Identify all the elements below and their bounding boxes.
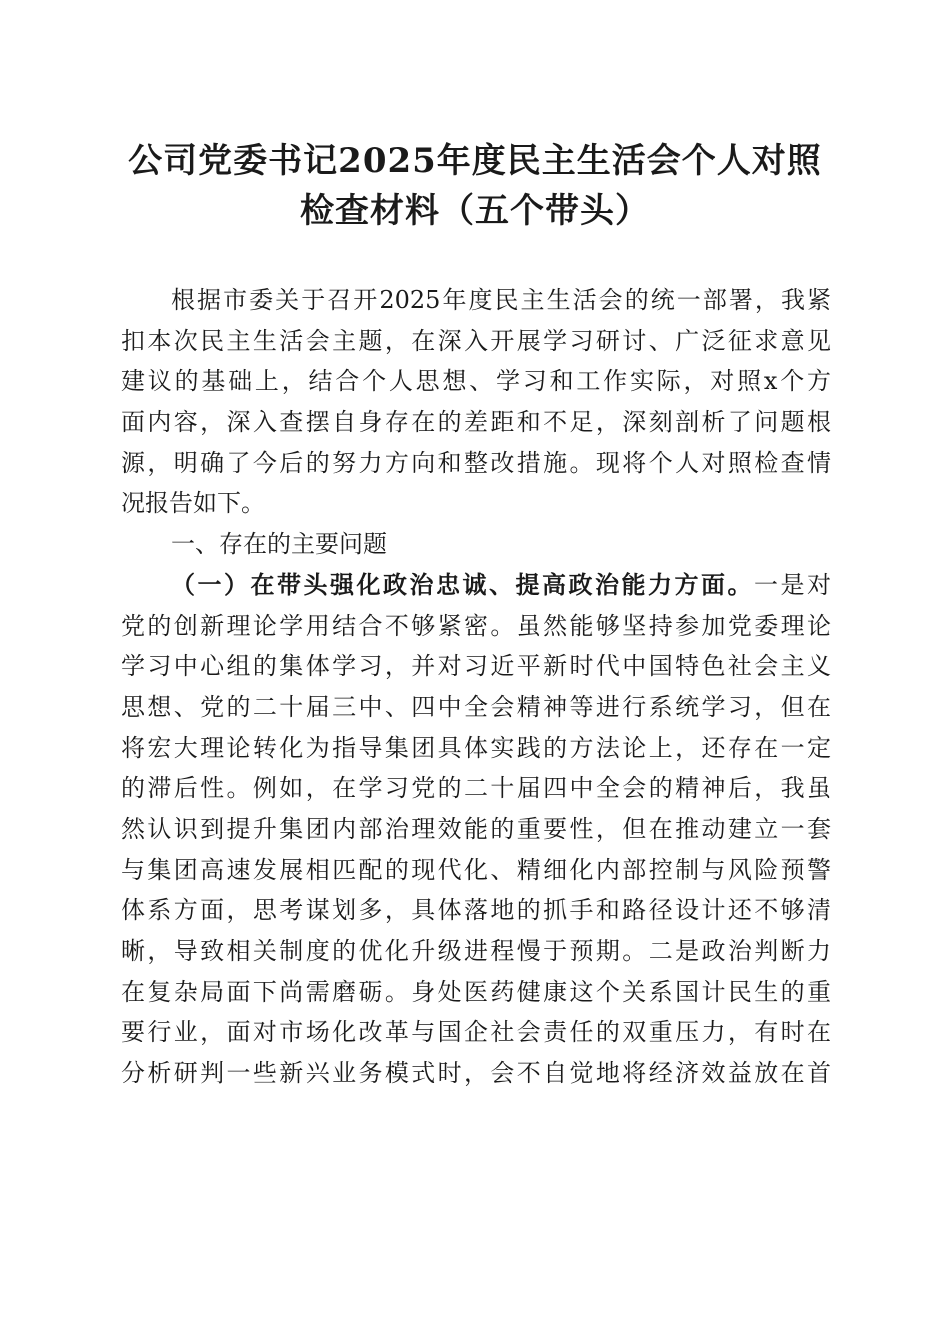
subsection-line-12: 要行业，面对市场化改革与国企社会责任的双重压力，有时在	[121, 1018, 831, 1047]
subsection-line-10: 晰，导致相关制度的优化升级进程慢于预期。二是政治判断力	[121, 937, 831, 965]
intro-line-4: 面内容，深入查摆自身存在的差距和不足，深刻剖析了问题根	[121, 408, 831, 437]
intro-line-5: 源，明确了今后的努力方向和整改措施。现将个人对照检查情	[121, 448, 831, 477]
subsection-line-7: 然认识到提升集团内部治理效能的重要性，但在推动建立一套	[121, 814, 831, 843]
subsection-line-8: 与集团高速发展相匹配的现代化、精细化内部控制与风险预警	[121, 855, 831, 884]
subsection-line-2: 党的创新理论学用结合不够紧密。虽然能够坚持参加党委理论	[121, 611, 831, 640]
subsection-line-13: 分析研判一些新兴业务模式时，会不自觉地将经济效益放在首	[121, 1059, 831, 1088]
document-title	[100, 136, 850, 236]
subsection-label: （一）在带头强化政治忠诚、提高政治能力方面。	[171, 570, 754, 599]
intro-line-6: 况报告如下。	[121, 489, 265, 518]
subsection-line-11: 在复杂局面下尚需磨砺。身处医药健康这个关系国计民生的重	[121, 977, 831, 1006]
section-heading: 一、存在的主要问题	[171, 530, 387, 559]
subsection-line-6: 的滞后性。例如，在学习党的二十届四中全会的精神后，我虽	[121, 774, 831, 803]
title-line-1: 公司党委书记2025年度民主生活会个人对照	[128, 141, 822, 181]
intro-line-1: 根据市委关于召开2025年度民主生活会的统一部署，我紧	[171, 286, 831, 314]
subsection-line-9: 体系方面，思考谋划多，具体落地的抓手和路径设计还不够清	[121, 896, 831, 925]
subsection-line-4: 思想、党的二十届三中、四中全会精神等进行系统学习，但在	[121, 692, 831, 721]
subsection-first-line	[121, 565, 831, 606]
title-line-2: 检查材料（五个带头）	[300, 191, 650, 231]
intro-line-3: 建议的基础上，结合个人思想、学习和工作实际，对照x个方	[121, 367, 831, 396]
subsection-first-rest: 一是对	[754, 570, 831, 599]
subsection-line-5: 将宏大理论转化为指导集团具体实践的方法论上，还存在一定	[121, 733, 831, 762]
document-body	[121, 280, 831, 1094]
intro-line-2: 扣本次民主生活会主题，在深入开展学习研讨、广泛征求意见	[121, 326, 831, 355]
subsection-line-3: 学习中心组的集体学习，并对习近平新时代中国特色社会主义	[121, 652, 831, 681]
